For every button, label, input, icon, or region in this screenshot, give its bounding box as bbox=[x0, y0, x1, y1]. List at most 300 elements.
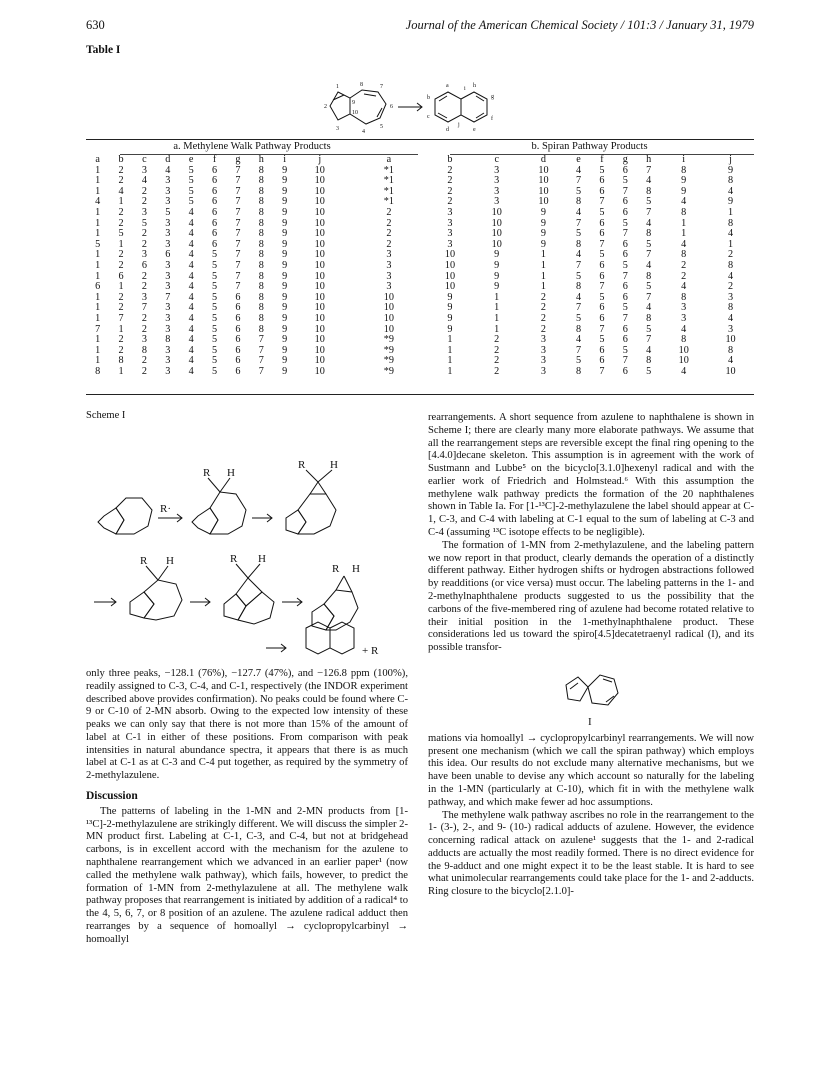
table-cell: 7 bbox=[575, 259, 582, 271]
table-cell: 8 bbox=[681, 249, 687, 261]
table-header-cell: f bbox=[212, 154, 217, 165]
naphthalene-left-ring bbox=[435, 92, 461, 122]
table-cell: 7 bbox=[235, 238, 241, 250]
table-cell: 3 bbox=[165, 228, 171, 240]
table-header-cell: h bbox=[258, 154, 264, 165]
table-cell: 9 bbox=[282, 185, 288, 197]
table-cell: 6 bbox=[599, 344, 605, 356]
table-cell: 8 bbox=[258, 164, 264, 176]
table-cell: 10 bbox=[314, 238, 325, 250]
intermediate-b-six-ring bbox=[238, 592, 274, 624]
bicyclic-radical-six-ring bbox=[298, 494, 336, 534]
table-cell: 2 bbox=[118, 175, 124, 187]
table-cell: 7 bbox=[575, 217, 582, 229]
table-cell: 8 bbox=[681, 291, 687, 303]
table-cell: 4 bbox=[575, 206, 582, 218]
table-cell: 1 bbox=[494, 312, 500, 324]
table-cell: 3 bbox=[165, 355, 171, 367]
table-cell: 2 bbox=[447, 185, 453, 197]
table-cell: 1 bbox=[540, 270, 547, 282]
table-cell: 4 bbox=[188, 323, 194, 335]
table-cell: 2 bbox=[118, 206, 124, 218]
table-cell: 7 bbox=[235, 281, 241, 293]
scheme-radical-label: R· bbox=[160, 503, 171, 515]
atom-label-b: b bbox=[427, 95, 430, 101]
table-cell: 5 bbox=[599, 249, 605, 261]
atom-label-6: 6 bbox=[390, 104, 393, 110]
table-cell: 3 bbox=[165, 302, 171, 314]
table-cell: 3 bbox=[494, 185, 500, 197]
intermediate-a-six-ring bbox=[144, 580, 182, 620]
table-cell: 3 bbox=[141, 206, 147, 218]
table-cell: 4 bbox=[188, 249, 194, 261]
table-cell: 7 bbox=[258, 365, 264, 377]
table-cell: 5 bbox=[188, 196, 194, 208]
table-cell: 8 bbox=[575, 365, 582, 377]
table-cell: 9 bbox=[540, 238, 547, 250]
atom-label-2: 2 bbox=[324, 104, 327, 110]
table-cell: 8 bbox=[646, 312, 652, 324]
table-cell: 8 bbox=[646, 185, 652, 197]
scheme-r-4: R bbox=[230, 553, 238, 565]
table-cell: 7 bbox=[599, 281, 605, 293]
table-cell: 5 bbox=[646, 365, 652, 377]
table-cell: 4 bbox=[188, 344, 194, 356]
table-cell: 8 bbox=[681, 164, 687, 176]
table-cell: 1 bbox=[118, 238, 124, 250]
table-cell: 3 bbox=[681, 302, 687, 314]
table-cell: 6 bbox=[622, 334, 628, 346]
table-cell: 6 bbox=[622, 206, 628, 218]
table-cell: 7 bbox=[258, 334, 264, 346]
intermediate-b-cyclopropane bbox=[236, 578, 262, 606]
table-cell: 8 bbox=[681, 206, 687, 218]
table-cell: 9 bbox=[282, 238, 288, 250]
intermediate-b-five-ring bbox=[224, 594, 246, 620]
table-cell: 7 bbox=[622, 312, 628, 324]
right-paragraph-1: rearrangements. A short sequence from azulene to naphthalene is shown in Scheme I; there are clearly many more elaborate pathways. We assume that all the rearrangement steps are reversible except the final ring opening to the [4.4.0]decane skeleton. This assumption is in agreement with the work of Sustmann and Lubbe⁵ on the bicyclo[3.1.0]hexenyl radical and with the earlier work of Friedrich and Holmstead.⁶ With this assumption the methylene walk pathway predicts the formation of the 20 naphthalenes shown in Table Ia. For [1-¹³C]-2-methylazulene the label should appear at C-1, C-3, and C-4 with labeling at C-1 equal to the sum of labeling at C-3 and C-4 (assuming ¹³C isotope effects to be negligible). bbox=[428, 412, 754, 539]
table-cell: 10 bbox=[383, 291, 394, 303]
table-cell: 3 bbox=[141, 164, 147, 176]
left-column bbox=[86, 410, 408, 946]
section-a-title: a. Methylene Walk Pathway Products bbox=[173, 141, 331, 152]
table-cell: 1 bbox=[118, 323, 124, 335]
table-cell: 6 bbox=[235, 344, 241, 356]
table-cell: 10 bbox=[314, 206, 325, 218]
table-cell: 10 bbox=[491, 206, 502, 218]
table-row bbox=[86, 325, 754, 336]
table-cell: 4 bbox=[646, 302, 652, 314]
table-cell: 8 bbox=[95, 365, 101, 377]
table-cell: 5 bbox=[622, 302, 628, 314]
table-cell: 9 bbox=[282, 355, 288, 367]
table-cell: 1 bbox=[447, 365, 453, 377]
table-cell: 10 bbox=[314, 302, 325, 314]
table-cell: 2 bbox=[540, 302, 547, 314]
table-row bbox=[86, 272, 754, 283]
table-cell: 10 bbox=[314, 365, 325, 377]
table-cell: 5 bbox=[188, 164, 194, 176]
table-cell: 5 bbox=[599, 291, 605, 303]
table-cell: 9 bbox=[282, 196, 288, 208]
table-cell: 10 bbox=[314, 270, 325, 282]
table-header-row bbox=[86, 155, 754, 166]
table-top-rule bbox=[86, 139, 754, 140]
table-cell: 4 bbox=[681, 196, 687, 208]
table-cell: 1 bbox=[118, 365, 124, 377]
table-cell: 3 bbox=[447, 228, 453, 240]
table-cell: 4 bbox=[188, 312, 194, 324]
table-cell: 2 bbox=[728, 249, 734, 261]
table-cell: 6 bbox=[599, 302, 605, 314]
table-cell: 9 bbox=[282, 164, 288, 176]
azulene-seven-ring bbox=[116, 498, 152, 534]
table-cell: 10 bbox=[383, 323, 394, 335]
table-cell: 6 bbox=[622, 323, 628, 335]
table-cell: 5 bbox=[212, 281, 218, 293]
table-cell: 1 bbox=[95, 312, 101, 324]
table-cell: 10 bbox=[314, 355, 325, 367]
table-cell: 2 bbox=[494, 334, 500, 346]
table-cell: 8 bbox=[728, 344, 734, 356]
azulene-five-ring bbox=[330, 92, 350, 120]
table-cell: 3 bbox=[386, 249, 392, 261]
table-cell: 7 bbox=[165, 291, 171, 303]
table-cell: 3 bbox=[494, 175, 500, 187]
table-row bbox=[86, 314, 754, 325]
scheme-r-5: R bbox=[332, 563, 340, 575]
table-cell: 9 bbox=[282, 334, 288, 346]
scheme-h-2: H bbox=[330, 459, 338, 471]
table-cell: 7 bbox=[646, 291, 652, 303]
table-header-cell: d bbox=[165, 154, 171, 165]
table-cell: 10 bbox=[444, 259, 456, 271]
table-cell: 9 bbox=[494, 259, 500, 271]
running-header bbox=[86, 18, 754, 38]
table-cell: 10 bbox=[314, 217, 325, 229]
atom-label-4: 4 bbox=[362, 129, 365, 135]
table-header-cell: i bbox=[682, 154, 686, 165]
table-cell: 3 bbox=[494, 196, 500, 208]
table-cell: 7 bbox=[646, 249, 652, 261]
table-cell: 3 bbox=[141, 291, 147, 303]
left-paragraph-2: The patterns of labeling in the 1-MN and 2-MN products from [1-¹³C]-2-methylazulene are strikingly different. We will discuss the simpler 2-MN product first. Labeling at C-1, C-3, and C-4, but not at bridgehead carbons, is in excellent accord with the mechanism for the azulene to naphthalene rearrangement which we advanced in an earlier paper¹ (now called the methylene walk pathway), which fails, however, to predict the formation of 1-MN from 2-methylazulene at all. The methylene walk pathway proposes that rearrangement is initiated by addition of a radical⁴ to the 4, 5, 6, 7, or 8 position of an azulene. The azulene radical adduct then rearranges by a sequence of homoallyl → cyclopropylcarbinyl → homoallyl bbox=[86, 805, 408, 945]
spiro-five-ring bbox=[566, 677, 588, 701]
atom-label-e: e bbox=[473, 127, 476, 133]
table-cell: 7 bbox=[599, 238, 605, 250]
table-cell: *9 bbox=[383, 365, 394, 377]
table-cell: 4 bbox=[681, 365, 687, 377]
table-cell: 3 bbox=[165, 323, 171, 335]
table-cell: 7 bbox=[599, 196, 605, 208]
intermediate-a-five-ring bbox=[130, 592, 154, 618]
table-cell: 2 bbox=[681, 259, 687, 271]
table-cell: 2 bbox=[141, 312, 147, 324]
table-cell: *1 bbox=[383, 196, 394, 208]
table-cell: 8 bbox=[165, 334, 171, 346]
table-cell: 4 bbox=[575, 164, 582, 176]
table-cell: 9 bbox=[282, 302, 288, 314]
table-cell: 4 bbox=[728, 312, 734, 324]
product-naphthalene-left-ring bbox=[306, 622, 330, 654]
table-cell: 10 bbox=[314, 281, 325, 293]
table-cell: 6 bbox=[141, 259, 147, 271]
table-cell: 4 bbox=[188, 217, 194, 229]
table-cell: 7 bbox=[575, 302, 582, 314]
table-cell: 7 bbox=[646, 164, 652, 176]
table-cell: 3 bbox=[165, 270, 171, 282]
table-header-cell: j bbox=[729, 154, 732, 165]
table-cell: 2 bbox=[681, 270, 687, 282]
table-cell: 4 bbox=[575, 334, 582, 346]
table-cell: 9 bbox=[282, 259, 288, 271]
table-cell: 5 bbox=[212, 302, 218, 314]
table-cell: 9 bbox=[728, 164, 734, 176]
radical-adduct-five-ring bbox=[192, 508, 218, 534]
table-cell: 5 bbox=[646, 281, 652, 293]
table-cell: 7 bbox=[258, 344, 264, 356]
scheme-r-2: R bbox=[298, 459, 306, 471]
table-cell: 7 bbox=[235, 217, 241, 229]
table-cell: 1 bbox=[494, 302, 500, 314]
table-cell: 4 bbox=[188, 228, 194, 240]
table-cell: 6 bbox=[118, 270, 124, 282]
table-cell: 3 bbox=[165, 281, 171, 293]
table-cell: 1 bbox=[95, 344, 101, 356]
table-cell: 9 bbox=[447, 302, 453, 314]
table-cell: 6 bbox=[622, 365, 628, 377]
atom-label-8: 8 bbox=[360, 82, 363, 88]
table-cell: *9 bbox=[383, 355, 394, 367]
table-cell: 10 bbox=[314, 312, 325, 324]
table-cell: 8 bbox=[258, 291, 264, 303]
table-cell: 5 bbox=[646, 323, 652, 335]
table-cell: 2 bbox=[141, 270, 147, 282]
table-cell: 1 bbox=[95, 270, 101, 282]
atom-label-i: i bbox=[464, 86, 466, 92]
table-cell: 3 bbox=[165, 238, 171, 250]
table-cell: 4 bbox=[188, 355, 194, 367]
section-b-title: b. Spiran Pathway Products bbox=[531, 141, 648, 152]
table-cell: 5 bbox=[575, 185, 582, 197]
table-cell: 1 bbox=[447, 334, 453, 346]
table-cell: 5 bbox=[212, 270, 218, 282]
atom-label-j: j bbox=[458, 122, 460, 128]
table-cell: 4 bbox=[141, 175, 147, 187]
table-cell: 2 bbox=[728, 281, 734, 293]
table-cell: 3 bbox=[165, 185, 171, 197]
table-cell: 1 bbox=[95, 291, 101, 303]
table-cell: 5 bbox=[646, 238, 652, 250]
atom-label-5: 5 bbox=[380, 124, 383, 130]
table-cell: 2 bbox=[141, 365, 147, 377]
table-cell: 1 bbox=[540, 249, 547, 261]
table-cell: 4 bbox=[165, 164, 171, 176]
scheme-h-1: H bbox=[227, 467, 235, 479]
table-header-cell: b bbox=[118, 154, 124, 165]
table-cell: 4 bbox=[681, 281, 687, 293]
table-cell: 10 bbox=[538, 175, 549, 187]
table-cell: 6 bbox=[599, 270, 605, 282]
naphthalene-right-ring bbox=[461, 92, 487, 122]
table-cell: 2 bbox=[141, 323, 147, 335]
table-cell: 10 bbox=[314, 164, 325, 176]
table-cell: 5 bbox=[575, 355, 582, 367]
table-cell: 10 bbox=[314, 291, 325, 303]
table-cell: 1 bbox=[95, 355, 101, 367]
table-scheme-figure bbox=[300, 78, 540, 136]
table-cell: 10 bbox=[314, 334, 325, 346]
table-cell: 3 bbox=[165, 365, 171, 377]
table-cell: 7 bbox=[235, 259, 241, 271]
table-cell: 8 bbox=[646, 228, 652, 240]
scheme-figure bbox=[86, 422, 408, 658]
table-cell: 5 bbox=[212, 355, 218, 367]
table-cell: 1 bbox=[447, 355, 453, 367]
table-cell: 5 bbox=[212, 259, 218, 271]
table-cell: 4 bbox=[188, 365, 194, 377]
table-cell: 2 bbox=[141, 355, 147, 367]
table-cell: 10 bbox=[538, 196, 549, 208]
table-header-cell: a bbox=[386, 154, 392, 165]
table-cell: 6 bbox=[212, 217, 218, 229]
table-cell: 5 bbox=[622, 175, 628, 187]
table-header-cell: f bbox=[600, 154, 604, 165]
table-cell: 6 bbox=[212, 238, 218, 250]
table-cell: 5 bbox=[622, 217, 628, 229]
table-cell: 4 bbox=[681, 238, 687, 250]
table-cell: 9 bbox=[540, 206, 547, 218]
table-cell: 7 bbox=[646, 206, 652, 218]
table-cell: 2 bbox=[118, 217, 124, 229]
table-cell: 1 bbox=[681, 217, 687, 229]
table-cell: 5 bbox=[165, 206, 171, 218]
table-cell: 6 bbox=[622, 196, 628, 208]
table-bottom-rule bbox=[86, 394, 754, 395]
table-cell: 7 bbox=[235, 164, 241, 176]
table-cell: 7 bbox=[235, 175, 241, 187]
spiro-radical-structure bbox=[428, 655, 754, 733]
table-cell: 5 bbox=[212, 291, 218, 303]
journal-citation: Journal of the American Chemical Society / 101:3 / January 31, 1979 bbox=[405, 18, 754, 32]
table-cell: 6 bbox=[235, 365, 241, 377]
table-cell: 7 bbox=[575, 344, 582, 356]
table-cell: 9 bbox=[494, 249, 500, 261]
table-cell: 4 bbox=[681, 323, 687, 335]
table-cell: 10 bbox=[678, 355, 689, 367]
table-row bbox=[86, 367, 754, 378]
table-cell: 1 bbox=[681, 228, 687, 240]
table-cell: 4 bbox=[646, 259, 652, 271]
atom-label-1: 1 bbox=[336, 84, 339, 90]
table-cell: 2 bbox=[494, 355, 500, 367]
table-cell: 4 bbox=[728, 228, 734, 240]
table-cell: 4 bbox=[646, 344, 652, 356]
scheme-label: Scheme I bbox=[86, 410, 126, 421]
table-header-cell: c bbox=[494, 154, 499, 165]
table-cell: 7 bbox=[622, 355, 628, 367]
table-cell: 9 bbox=[282, 281, 288, 293]
table-cell: 7 bbox=[235, 249, 241, 261]
table-cell: 10 bbox=[314, 249, 325, 261]
table-cell: 2 bbox=[494, 365, 500, 377]
table-row bbox=[86, 166, 754, 177]
table-cell: 3 bbox=[165, 344, 171, 356]
table-cell: 2 bbox=[141, 185, 147, 197]
table-cell: 6 bbox=[212, 185, 218, 197]
table-cell: 1 bbox=[95, 259, 101, 271]
table-cell: 2 bbox=[447, 196, 453, 208]
table-cell: 6 bbox=[622, 238, 628, 250]
table-cell: *9 bbox=[383, 344, 394, 356]
scheme-r-3: R bbox=[140, 555, 148, 567]
table-cell: 2 bbox=[540, 323, 547, 335]
table-cell: *9 bbox=[383, 334, 394, 346]
table-cell: 2 bbox=[118, 291, 124, 303]
table-cell: *1 bbox=[383, 185, 394, 197]
table-cell: 10 bbox=[314, 323, 325, 335]
table-cell: 3 bbox=[447, 217, 453, 229]
table-cell: 1 bbox=[540, 281, 547, 293]
table-cell: 8 bbox=[575, 323, 582, 335]
table-cell: 8 bbox=[575, 196, 582, 208]
scheme-h-5: H bbox=[352, 563, 360, 575]
table-cell: 8 bbox=[258, 175, 264, 187]
table-cell: 1 bbox=[494, 323, 500, 335]
table-cell: 8 bbox=[646, 355, 652, 367]
table-cell: 10 bbox=[314, 344, 325, 356]
scheme-h-4: H bbox=[258, 553, 266, 565]
table-cell: 4 bbox=[575, 291, 582, 303]
table-cell: *1 bbox=[383, 175, 394, 187]
table-cell: 3 bbox=[447, 206, 453, 218]
table-cell: 6 bbox=[599, 175, 605, 187]
table-cell: 5 bbox=[141, 217, 147, 229]
table-cell: 9 bbox=[447, 291, 453, 303]
table-header-cell: j bbox=[318, 154, 322, 165]
table-cell: 2 bbox=[141, 228, 147, 240]
table-cell: 3 bbox=[165, 312, 171, 324]
table-cell: 10 bbox=[725, 365, 736, 377]
table-cell: 8 bbox=[728, 217, 734, 229]
table-cell: 3 bbox=[728, 291, 734, 303]
atom-label-d: d bbox=[446, 127, 449, 133]
table-cell: *1 bbox=[383, 164, 394, 176]
table-cell: 2 bbox=[118, 259, 124, 271]
table-cell: 10 bbox=[383, 312, 394, 324]
table-cell: 1 bbox=[95, 334, 101, 346]
discussion-heading: Discussion bbox=[86, 790, 138, 803]
scheme-plus-r: + R bbox=[362, 645, 379, 657]
table-cell: 4 bbox=[188, 302, 194, 314]
table-cell: 9 bbox=[681, 175, 687, 187]
right-paragraph-2: The formation of 1-MN from 2-methylazulene, and the labeling pattern we now report in that product, clearly demands the operation of a distinctly different pathway. Either hydrogen shifts or hydrogen abstractions followed by readditions (or vice versa) must occur. The labeling patterns in the 1- and 2-methylnaphthalene products suggested to us the possibility that the carbons of the five-membered ring of azulene had become rotated relative to their initial position in the 1-methylnaphthalene product. These considerations led us toward the spiro[4.5]decatetraenyl radical (I), and its possible transfor- bbox=[428, 539, 754, 654]
table-cell: 3 bbox=[447, 238, 453, 250]
table-cell: 7 bbox=[599, 323, 605, 335]
table-cell: 7 bbox=[141, 302, 147, 314]
table-cell: 1 bbox=[95, 302, 101, 314]
table-cell: 10 bbox=[444, 270, 456, 282]
table-cell: 8 bbox=[646, 270, 652, 282]
table-cell: 8 bbox=[258, 302, 264, 314]
table-cell: 2 bbox=[118, 249, 124, 261]
table-cell: 5 bbox=[212, 365, 218, 377]
page-number: 630 bbox=[86, 18, 105, 32]
table-cell: 3 bbox=[165, 217, 171, 229]
table-cell: 3 bbox=[141, 249, 147, 261]
table-cell: 10 bbox=[538, 164, 549, 176]
table-cell: 2 bbox=[386, 238, 392, 250]
